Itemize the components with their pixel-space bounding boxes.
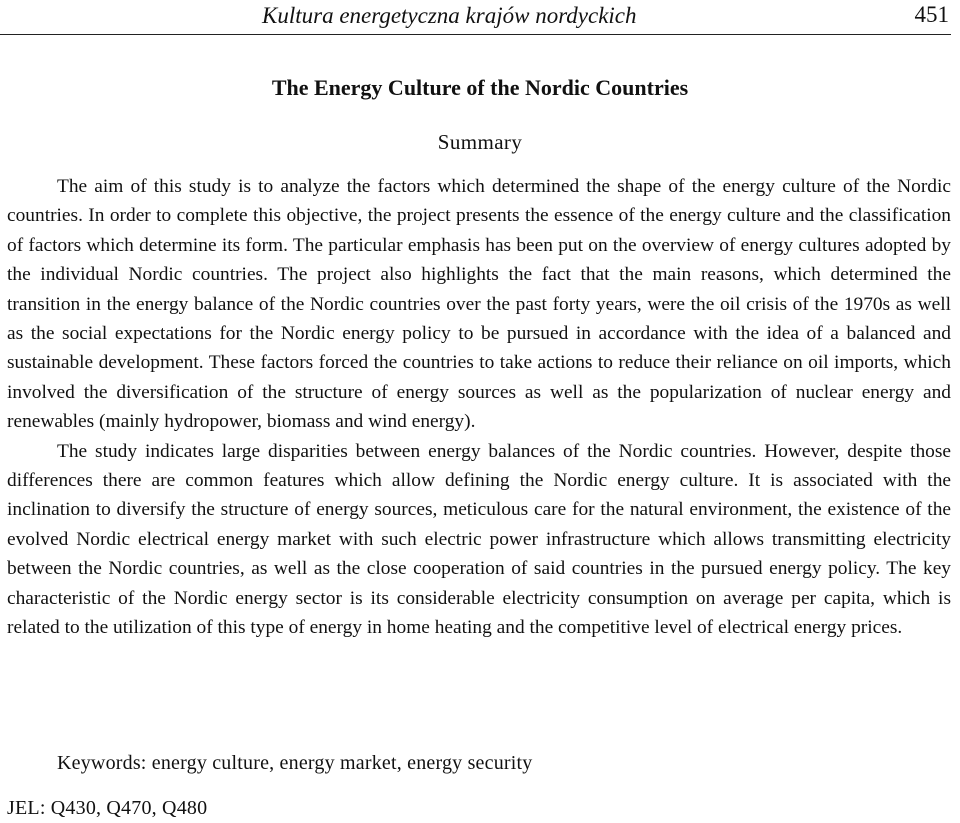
summary-heading: Summary [437, 130, 523, 154]
running-title: Kultura energetyczna krajów nordyckich [262, 3, 637, 28]
keywords-line: Keywords: energy culture, energy market, energy security [57, 752, 533, 774]
abstract-paragraph: The aim of this study is to analyze the factors which determined the shape of the energy culture of the Nordic countries. In order to complete this objective, the project presents the essence of the energy culture and the classification of factors which determine its form. The particular emphasis has been put on the overview of energy cultures adopted by the individual Nordic countries. The project also highlights the fact that the main reasons, which determined the transition in the energy balance of the Nordic countries over the past forty years, were the oil crisis of the 1970s as well as the social expectations for the Nordic energy policy to be pursued in accordance with the idea of a balanced and sustainable development. These factors forced the countries to take actions to reduce their reliance on oil imports, which involved the diversification of the structure of energy sources as well as the popularization of nuclear energy and renewables (mainly hydropower, biomass and wind energy). [7, 176, 951, 433]
abstract-body [7, 172, 951, 643]
page-number: 451 [914, 2, 949, 27]
article-title: The Energy Culture of the Nordic Countries [271, 75, 689, 100]
running-header [0, 0, 951, 35]
jel-codes: JEL: Q430, Q470, Q480 [7, 797, 208, 819]
abstract-paragraph: The study indicates large disparities between energy balances of the Nordic countries. However, despite those differences there are common features which allow defining the Nordic energy culture. It is associated with the inclination to diversify the structure of energy sources, meticulous care for the natural environment, the existence of the evolved Nordic electrical energy market with such electric power infrastructure which allows transmitting electricity between the Nordic countries, as well as the close cooperation of said countries in the pursued energy policy. The key characteristic of the Nordic energy sector is its considerable electricity consumption on average per capita, which is related to the utilization of this type of energy in home heating and the competitive level of electrical energy prices. [7, 440, 951, 639]
